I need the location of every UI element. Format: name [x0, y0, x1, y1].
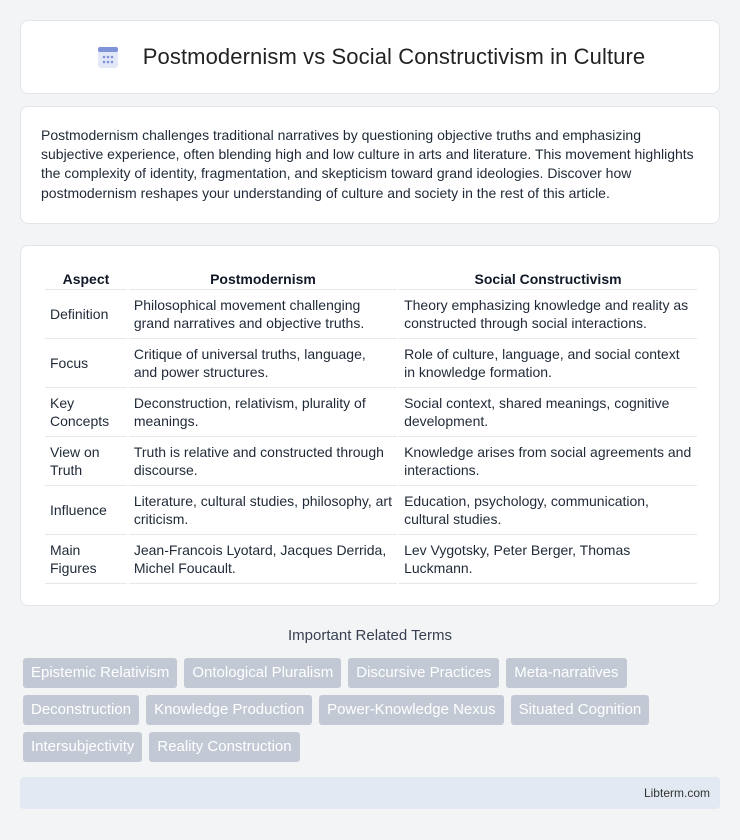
related-terms-title: Important Related Terms: [288, 627, 452, 644]
column-header: Social Constructivism: [399, 266, 697, 290]
social-constructivism-cell: Role of culture, language, and social context in knowledge formation.: [399, 339, 697, 388]
footer: [20, 777, 720, 809]
related-terms-list: [23, 658, 723, 762]
aspect-cell: Focus: [45, 339, 127, 388]
table-header-row: [45, 266, 697, 290]
postmodernism-cell: Deconstruction, relativism, plurality of meanings.: [129, 388, 397, 437]
table-row: [45, 486, 697, 535]
related-term-tag[interactable]: Discursive Practices: [348, 658, 499, 688]
header-card: [20, 20, 720, 94]
footer-brand[interactable]: Libterm.com: [643, 786, 710, 800]
table-row: [45, 388, 697, 437]
document-icon: [95, 44, 121, 70]
page-title: Postmodernism vs Social Constructivism in Culture: [142, 44, 646, 69]
comparison-table: [43, 266, 699, 584]
social-constructivism-cell: Knowledge arises from social agreements and interactions.: [399, 437, 697, 486]
related-term-tag[interactable]: Meta-narratives: [506, 658, 626, 688]
table-row: [45, 290, 697, 339]
aspect-cell: Definition: [45, 290, 127, 339]
related-term-tag[interactable]: Deconstruction: [23, 695, 139, 725]
social-constructivism-cell: Lev Vygotsky, Peter Berger, Thomas Luckmann.: [399, 535, 697, 584]
social-constructivism-cell: Education, psychology, communication, cultural studies.: [399, 486, 697, 535]
column-header: Aspect: [45, 266, 127, 290]
postmodernism-cell: Critique of universal truths, language, and power structures.: [129, 339, 397, 388]
related-term-tag[interactable]: Epistemic Relativism: [23, 658, 177, 688]
social-constructivism-cell: Social context, shared meanings, cognitive development.: [399, 388, 697, 437]
related-term-tag[interactable]: Power-Knowledge Nexus: [319, 695, 503, 725]
related-term-tag[interactable]: Intersubjectivity: [23, 732, 142, 762]
comparison-table-card: [20, 245, 720, 606]
intro-text: Postmodernism challenges traditional narratives by questioning objective truths and emphasizing subjective experience, often blending high and low culture in arts and literature. This movement highlights the complexity of identity, fragmentation, and skepticism toward grand ideologies. Discover how postmodernism reshapes your understanding of culture and society in the rest of this article.: [41, 127, 694, 201]
social-constructivism-cell: Theory emphasizing knowledge and reality as constructed through social interactions.: [399, 290, 697, 339]
intro-card: [20, 106, 720, 224]
postmodernism-cell: Jean-Francois Lyotard, Jacques Derrida, Michel Foucault.: [129, 535, 397, 584]
aspect-cell: View on Truth: [45, 437, 127, 486]
related-term-tag[interactable]: Knowledge Production: [146, 695, 312, 725]
aspect-cell: Main Figures: [45, 535, 127, 584]
column-header: Postmodernism: [129, 266, 397, 290]
aspect-cell: Key Concepts: [45, 388, 127, 437]
postmodernism-cell: Truth is relative and constructed through discourse.: [129, 437, 397, 486]
table-row: [45, 339, 697, 388]
table-row: [45, 535, 697, 584]
postmodernism-cell: Literature, cultural studies, philosophy, art criticism.: [129, 486, 397, 535]
postmodernism-cell: Philosophical movement challenging grand narratives and objective truths.: [129, 290, 397, 339]
table-row: [45, 437, 697, 486]
aspect-cell: Influence: [45, 486, 127, 535]
related-term-tag[interactable]: Ontological Pluralism: [184, 658, 341, 688]
related-term-tag[interactable]: Reality Construction: [149, 732, 299, 762]
related-term-tag[interactable]: Situated Cognition: [511, 695, 650, 725]
